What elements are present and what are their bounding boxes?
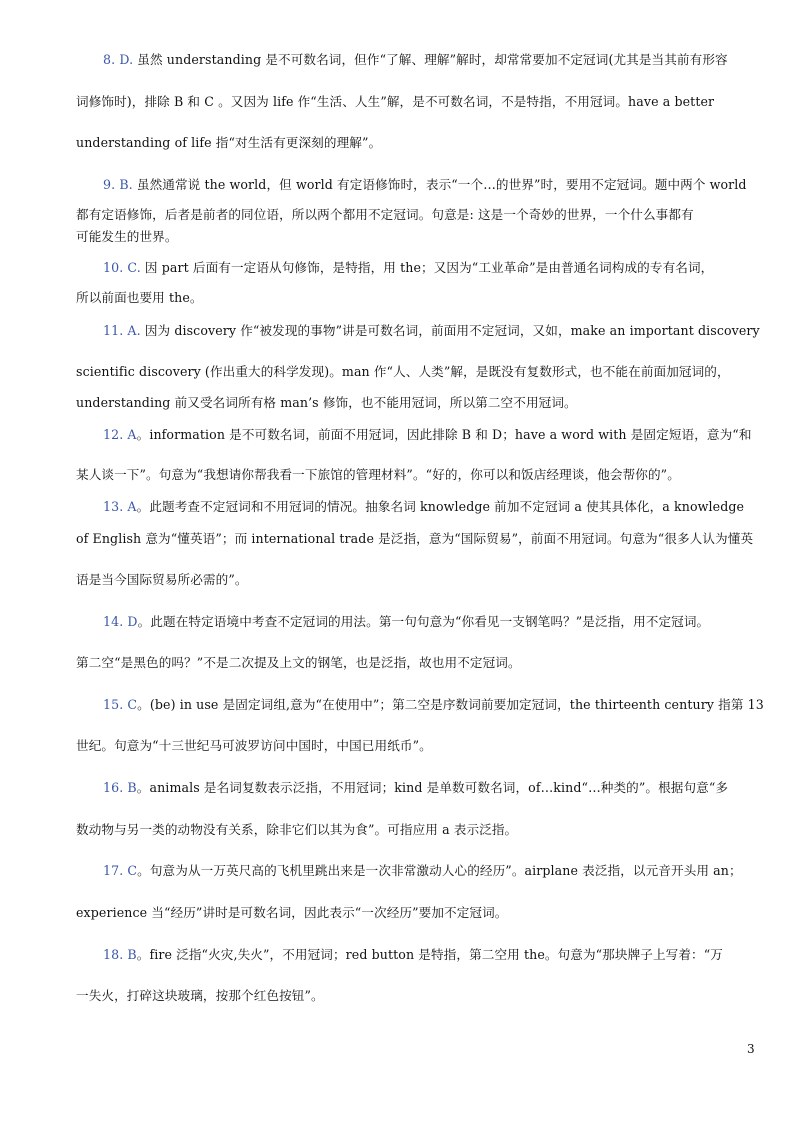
paragraph-13-line-3 <box>76 570 766 590</box>
answer-number: 16. B <box>103 780 137 795</box>
answer-text: 因 part 后面有一定语从句修饰，是特指，用 the；又因为“工业革命”是由普通名词构成的专有名词， <box>140 260 714 275</box>
paragraph-12-line-1 <box>103 425 766 445</box>
answer-number: 8. D. <box>103 52 134 67</box>
paragraph-8-line-1 <box>103 50 766 70</box>
paragraph-13-line-2 <box>76 529 766 549</box>
paragraph-11-line-3 <box>76 393 766 413</box>
answer-text: 语是当今国际贸易所必需的”。 <box>76 572 248 587</box>
paragraph-15-line-1 <box>103 695 766 715</box>
paragraph-13-line-1 <box>103 497 766 517</box>
paragraph-8-line-3 <box>76 133 766 153</box>
paragraph-9-line-2 <box>76 205 766 225</box>
paragraph-10-line-2 <box>76 288 766 308</box>
answer-number: 18. B <box>103 947 137 962</box>
answer-text: experience 当“经历”讲时是可数名词，因此表示“一次经历”要加不定冠词。 <box>76 905 508 920</box>
paragraph-12-line-2 <box>76 465 766 485</box>
answer-number: 10. C. <box>103 260 141 275</box>
paragraph-10-line-1 <box>103 258 766 278</box>
answer-number: 9. B. <box>103 177 133 192</box>
answer-text: scientific discovery (作出重大的科学发现)。man 作“人、人类”解，是既没有复数形式，也不能在前面加冠词的， <box>76 364 730 379</box>
answer-text: 某人谈一下”。句意为“我想请你帮我看一下旅馆的管理材料”。“好的，你可以和饭店经理谈，他会帮你的”。 <box>76 467 680 482</box>
answer-number: 13. A <box>103 499 137 514</box>
paragraph-16-line-2 <box>76 820 766 840</box>
answer-text: 因为 discovery 作“被发现的事物”讲是可数名词，前面用不定冠词，又如，make an important discovery <box>140 323 760 338</box>
answer-text: understanding 前又受名词所有格 man’s 修饰，也不能用冠词，所以第二空不用冠词。 <box>76 395 577 410</box>
answer-text: of English 意为“懂英语”；而 international trade 是泛指，意为“国际贸易”，前面不用冠词。句意为“很多人认为懂英 <box>76 531 754 546</box>
paragraph-11-line-1 <box>103 321 766 341</box>
answer-number: 12. A <box>103 427 137 442</box>
answer-text: 虽然 understanding 是不可数名词，但作“了解、理解”解时，却常常要加不定冠词(尤其是当其前有形容 <box>133 52 728 67</box>
paragraph-9-line-1 <box>103 175 766 195</box>
answer-text: 第二空“是黑色的吗？”不是二次提及上文的钢笔，也是泛指，故也用不定冠词。 <box>76 655 521 670</box>
paragraph-18-line-2 <box>76 986 766 1006</box>
paragraph-16-line-1 <box>103 778 766 798</box>
answer-text: 所以前面也要用 the。 <box>76 290 203 305</box>
answer-text: 。animals 是名词复数表示泛指，不用冠词；kind 是单数可数名词，of…kind“…种类的”。根据句意“多 <box>136 780 729 795</box>
answer-text: 。句意为从一万英尺高的飞机里跳出来是一次非常激动人心的经历”。airplane 表泛指，以元音开头用 an； <box>137 863 742 878</box>
answer-text: 一失火，打碎这块玻璃，按那个红色按钮”。 <box>76 988 324 1003</box>
answer-text: 。(be) in use 是固定词组,意为“在使用中”；第二空是序数词前要加定冠词，the thirteenth century 指第 13 <box>137 697 764 712</box>
answer-number: 15. C <box>103 697 138 712</box>
answer-text: 。此题考查不定冠词和不用冠词的情况。抽象名词 knowledge 前加不定冠词 a 使其具体化，a knowledge <box>136 499 745 514</box>
answer-text: understanding of life 指“对生活有更深刻的理解”。 <box>76 135 382 150</box>
paragraph-15-line-2 <box>76 736 766 756</box>
answer-text: 。fire 泛指“火灾,失火”，不用冠词；red button 是特指，第二空用 the。句意为“那块牌子上写着：“万 <box>136 947 723 962</box>
answer-number: 14. D <box>103 614 138 629</box>
answer-text: 数动物与另一类的动物没有关系，除非它们以其为食”。可指应用 a 表示泛指。 <box>76 822 518 837</box>
paragraph-17-line-2 <box>76 903 766 923</box>
answer-text: 世纪。句意为“十三世纪马可波罗访问中国时，中国已用纸币”。 <box>76 738 432 753</box>
page-number: 3 <box>747 1042 755 1056</box>
answer-number: 11. A. <box>103 323 141 338</box>
paragraph-14-line-1 <box>103 612 766 632</box>
paragraph-11-line-2 <box>76 362 766 382</box>
answer-text: 。此题在特定语境中考查不定冠词的用法。第一句句意为“你看见一支钢笔吗？”是泛指，用不定冠词。 <box>137 614 710 629</box>
answer-text: 都有定语修饰，后者是前者的同位语，所以两个都用不定冠词。句意是: 这是一个奇妙的世界，一个什么事都有 <box>76 207 694 222</box>
paragraph-18-line-1 <box>103 945 766 965</box>
answer-text: 虽然通常说 the world，但 world 有定语修饰时，表示“一个…的世界”时，要用不定冠词。题中两个 world <box>132 177 747 192</box>
paragraph-9-line-3 <box>76 227 766 247</box>
answer-text: 可能发生的世界。 <box>76 229 178 244</box>
answer-text: 词修饰时)，排除 B 和 C 。又因为 life 作“生活、人生”解，是不可数名词，不是特指，不用冠词。have a better <box>76 94 715 109</box>
answer-number: 17. C <box>103 863 138 878</box>
paragraph-14-line-2 <box>76 653 766 673</box>
paragraph-8-line-2 <box>76 92 766 112</box>
answer-text: 。information 是不可数名词，前面不用冠词，因此排除 B 和 D；have a word with 是固定短语，意为“和 <box>136 427 752 442</box>
paragraph-17-line-1 <box>103 861 766 881</box>
